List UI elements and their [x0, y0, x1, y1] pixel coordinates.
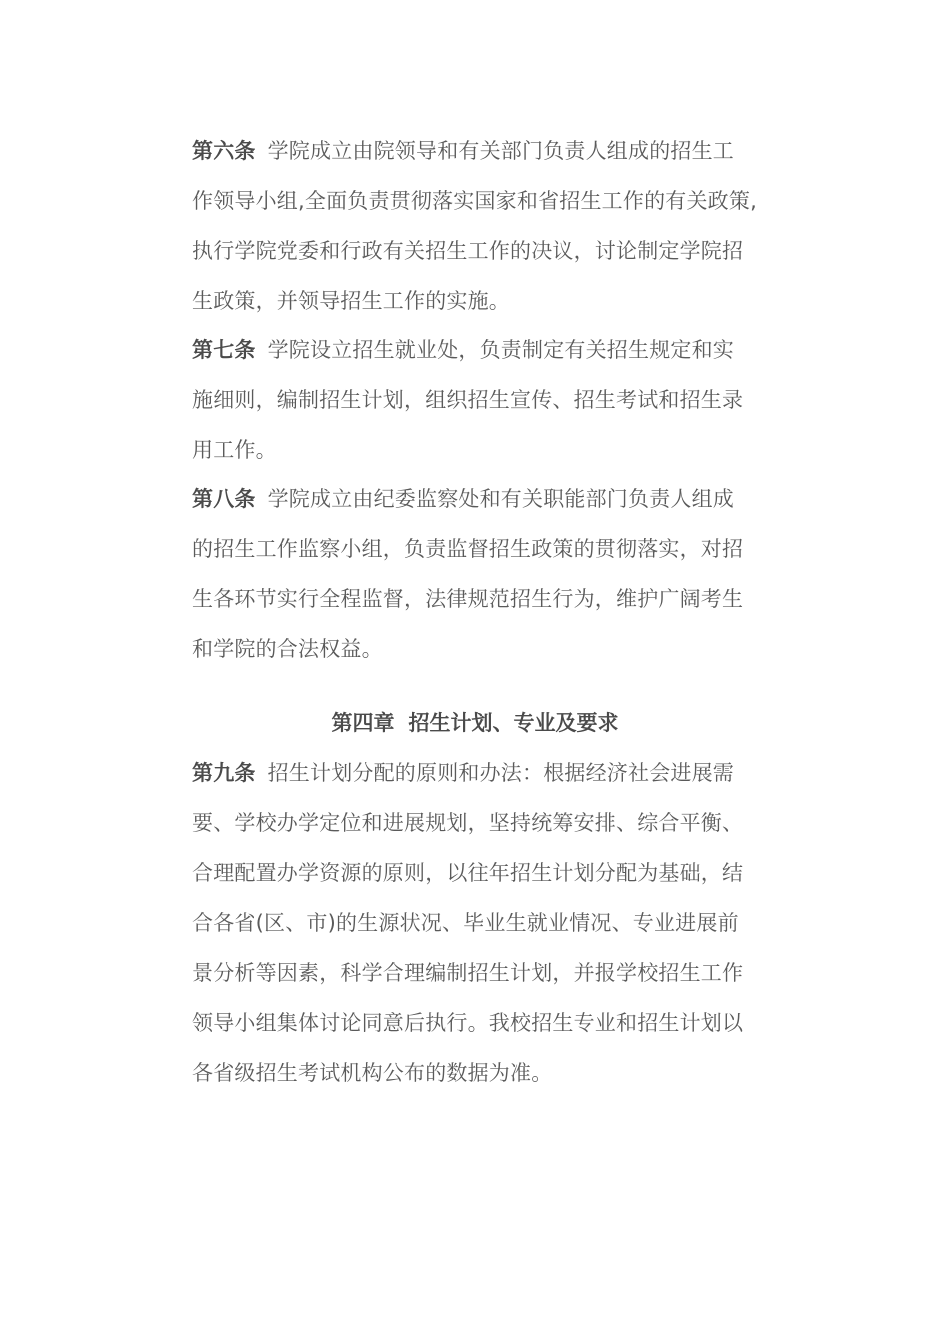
article-9-line-4: 合各省(区、市)的生源状况、毕业生就业情况、专业进展前 — [192, 911, 739, 935]
article-9-line-3: 合理配置办学资源的原则，以往年招生计划分配为基础，结 — [192, 861, 744, 885]
article-6-line-1 — [192, 136, 792, 166]
article-6-label: 第六条 — [192, 139, 256, 163]
chapter-4-title: 招生计划、专业及要求 — [408, 711, 619, 735]
article-9-line-1 — [192, 758, 792, 788]
article-9-line-5: 景分析等因素，科学合理编制招生计划，并报学校招生工作 — [192, 961, 744, 985]
article-9-line-2: 要、学校办学定位和进展规划，坚持统筹安排、综合平衡、 — [192, 811, 744, 835]
article-6-line-2: 作领导小组,全面负责贯彻落实国家和省招生工作的有关政策, — [192, 189, 757, 213]
chapter-4-number: 第四章 — [331, 711, 395, 735]
article-6-line-3: 执行学院党委和行政有关招生工作的决议，讨论制定学院招 — [192, 239, 744, 263]
article-8-text: 学院成立由纪委监察处和有关职能部门负责人组成 — [267, 487, 735, 511]
article-7-line-2: 施细则，编制招生计划，组织招生宣传、招生考试和招生录 — [192, 388, 744, 412]
article-6-line-4: 生政策，并领导招生工作的实施。 — [192, 289, 510, 313]
article-9-line-7: 各省级招生考试机构公布的数据为准。 — [192, 1061, 553, 1085]
article-8-line-1 — [192, 484, 792, 514]
article-9-text: 招生计划分配的原则和办法：根据经济社会进展需 — [267, 761, 735, 785]
article-8-line-3: 生各环节实行全程监督，法律规范招生行为，维护广阔考生 — [192, 587, 744, 611]
article-8-line-4: 和学院的合法权益。 — [192, 637, 383, 661]
article-8-line-2: 的招生工作监察小组，负责监督招生政策的贯彻落实，对招 — [192, 537, 744, 561]
article-9-line-6: 领导小组集体讨论同意后执行。我校招生专业和招生计划以 — [192, 1011, 744, 1035]
article-7-line-1 — [192, 335, 792, 365]
article-9-label: 第九条 — [192, 761, 256, 785]
article-7-label: 第七条 — [192, 338, 256, 362]
article-7-line-3: 用工作。 — [192, 438, 277, 462]
article-6-text: 学院成立由院领导和有关部门负责人组成的招生工 — [267, 139, 735, 163]
article-8-label: 第八条 — [192, 487, 256, 511]
chapter-4-heading — [192, 708, 758, 738]
article-7-text: 学院设立招生就业处，负责制定有关招生规定和实 — [267, 338, 735, 362]
